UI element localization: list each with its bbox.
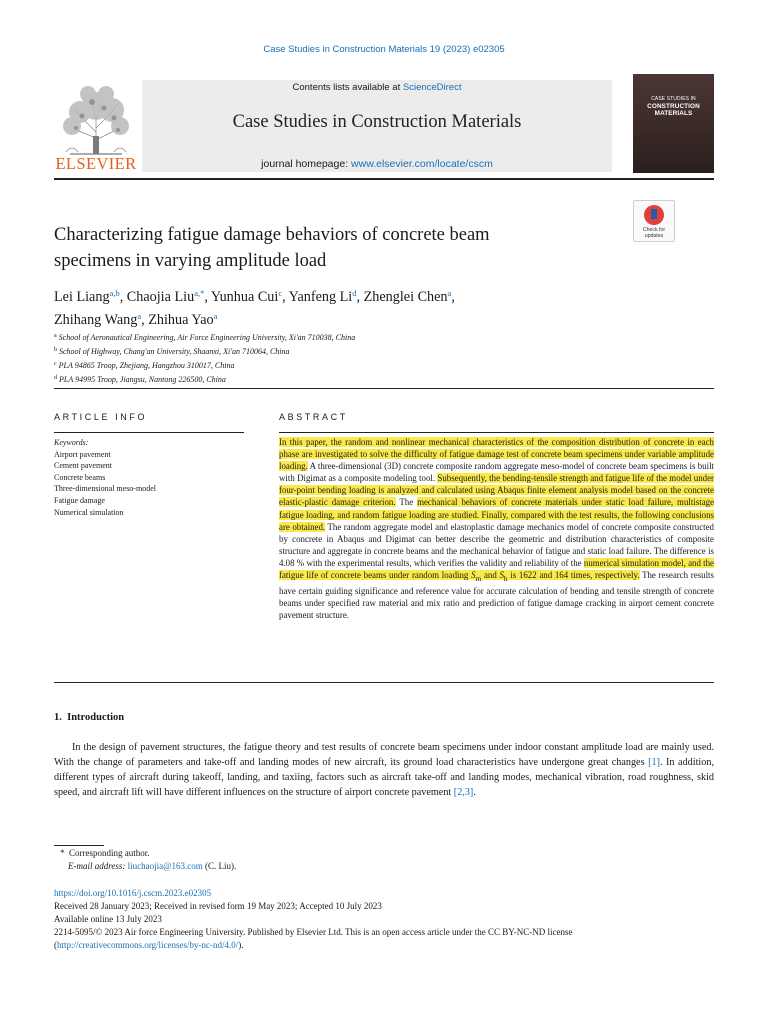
check-updates-icon [644,205,664,225]
sciencedirect-link[interactable]: ScienceDirect [402,82,462,93]
section-heading: 1. Introduction [54,712,125,723]
affiliation-list [54,330,654,386]
author-name[interactable]: Chaojia Liu [126,289,195,305]
author-name[interactable]: Zhihua Yao [148,312,214,328]
contents-prefix: Contents lists available at [292,82,403,93]
highlight[interactable]: mechanical behaviors of concrete materials under static load failure, multistage fatigue loading, and random fatigue loading are studied. Finally, compared with the test results, the following conclusions are obtained. [279,497,715,532]
keyword-item: Cement pavement [54,461,112,471]
affiliation-marker[interactable]: a [447,288,452,298]
journal-cover-thumbnail[interactable] [633,74,714,173]
journal-homepage [142,158,612,170]
contents-availability [142,82,612,93]
abstract-divider [54,682,714,683]
license-statement: 2214-5095/© 2023 Air force Engineering University. Published by Elsevier Ltd. This is an open access article under the CC BY-NC-ND license [54,927,573,937]
affiliation-item: $^c$ PLA 94865 Troop, Zhejiang, Hangzhou 310017, China [54,361,235,370]
header-divider [54,178,714,180]
author-list: Lei Liang$^{a,b}$, Chaojia Liu$^{a,*}$, Yunhua Cui$^c$, Yanfeng Li$^d$, Zhenglei Chen$^a$, Zhihang Wang$^a$, Zhihua Yao$^a$ [54,288,455,328]
publication-footer [54,887,714,952]
author-name[interactable]: Yanfeng Li [288,289,353,305]
check-updates-label: Check for updates [642,227,666,239]
footnotes [54,847,236,873]
check-for-updates-button[interactable] [633,200,675,242]
keyword-item: Fatigue damage [54,495,105,505]
affiliation-item: $^a$ School of Aeronautical Engineering, Air Force Engineering University, Xi'an 710038, China [54,333,356,342]
affiliation-divider [54,388,714,389]
email-note: E-mail address: liuchaojia@163.com (C. Liu). [68,861,237,871]
keywords-block [54,437,244,518]
keyword-item: Concrete beams [54,472,106,482]
article-title: Characterizing fatigue damage behaviors of concrete beam specimens in varying amplitude load [54,225,490,271]
author-name[interactable]: Lei Liang [54,289,110,305]
affiliation-marker[interactable]: c [278,288,283,298]
journal-homepage-link[interactable]: www.elsevier.com/locate/cscm [351,158,493,170]
abstract-body: In this paper, the random and nonlinear mechanical characteristics of the composition distribution of concrete in each phase are investigated to solve the difficulty of fatigue damage test of concrete beam specimens under variable amplitude loading. A three-dimensional (3D) concrete composite random aggregate meso-model of concrete beam specimens is built with Digimat as a composite modeling tool. Subsequently, the bending-tensile strength and fatigue life of the model under four-point bending loading is analyzed and calculated using Abaqus finite element analysis model based on the concrete elastic-plastic damage criterion. The mechanical behaviors of concrete materials under static load failure, multistage fatigue loading, and random fatigue loading are studied. Finally, compared with the test results, the following conclusions are obtained. The random aggregate model and elastoplastic damage mechanics model of concrete composite constructed by concrete in Abaqus and Digimat can better describe the geometric and distribution characteristics of composite structure and aggregate in concrete beams and the mechanical behavior of fatigue and static load failure. The difference is 4.08 % with the experimental results, which verifies the validity and reliability of the numerical simulation model, and the fatigue life of concrete beams under random loading $S_m$ and $S_h$ is 1622 and 164 times, respectively. The research results have certain guiding significance and reference value for accurate calculation of bending and tensile strength of concrete beams under specified raw material and mix ratio and prediction of fatigue damage cracking in airport cement concrete pavement structure. [279,437,715,621]
received-dates: Received 28 January 2023; Received in revised form 19 May 2023; Accepted 10 July 2023 [54,901,382,911]
keyword-item: Numerical simulation [54,507,124,517]
highlight[interactable]: Subsequently, the bending-tensile strength and fatigue life of the model under four-point bending loading is analyzed and calculated using Abaqus finite element analysis model based on the concrete elastic-plastic damage criterion. [279,473,714,508]
license-url-line: (http://creativecommons.org/licenses/by-nc-nd/4.0/). [54,940,244,950]
keywords-label: Keywords: [54,438,89,447]
article-info-heading: ARTICLE INFO [54,412,148,422]
affiliation-item: $^d$ PLA 94995 Troop, Jiangsu, Nantong 226500, China [54,375,226,384]
journal-cover-title: CASE STUDIES IN CONSTRUCTION MATERIALS [647,96,700,117]
keyword-item: Three-dimensional meso-model [54,484,156,494]
elsevier-wordmark: ELSEVIER [55,154,137,173]
abstract-heading: ABSTRACT [279,412,348,422]
homepage-prefix: journal homepage: [261,158,352,170]
author-name[interactable]: Zhihang Wang [54,312,138,328]
journal-title[interactable]: Case Studies in Construction Materials [232,112,522,132]
author-name[interactable]: Zhenglei Chen [363,289,448,305]
affiliation-marker[interactable]: d [352,288,357,298]
journal-reference-link[interactable]: Case Studies in Construction Materials 19 (2023) e02305 [263,44,505,55]
license-link[interactable]: http://creativecommons.org/licenses/by-nc-nd/4.0/ [57,940,239,950]
introduction-paragraph: In the design of pavement structures, the fatigue theory and test results of concrete beam specimens under indoor constant amplitude load are mainly used. With the change of parameters and take-off and landing modes of new aircraft, its ground load characteristics have undergone great changes [1]. In addition, different types of aircraft during takeoff, landing, and taxiing, factors such as aircraft take-off and landing modes, mechanical vibration, road roughness, skid speed, and aircraft lift will have different influences on the structure of airport concrete pavement [2,3]. [54,742,714,798]
article-info-rule [54,432,244,433]
highlight[interactable]: In this paper, the random and nonlinear mechanical characteristics of the composition distribution of concrete in each phase are investigated to solve the difficulty of fatigue damage test of concrete beam specimens under variable amplitude loading. [279,437,714,472]
affiliation-marker[interactable]: a,b [109,288,120,298]
corresponding-author-note: * Corresponding author. [60,848,150,858]
affiliation-marker[interactable]: a,* [194,288,205,298]
available-online-date: Available online 13 July 2023 [54,914,162,924]
keyword-item: Airport pavement [54,449,111,459]
affiliation-marker[interactable]: a [213,311,218,321]
footnote-rule [54,845,104,846]
affiliation-marker[interactable]: a [137,311,142,321]
highlight[interactable]: numerical simulation model, and the fatigue life of concrete beams under random loading $S_m$ and $S_h$ is 1622 and 164 times, respectively. [279,557,714,583]
author-name[interactable]: Yunhua Cui [210,289,279,305]
affiliation-item: $^b$ School of Highway, Chang'an University, Shaanxi, Xi'an 710064, China [54,347,290,356]
citation-link[interactable]: [2,3] [453,787,474,798]
email-link[interactable]: liuchaojia@163.com [127,861,203,871]
citation-link[interactable]: [1] [648,757,660,768]
abstract-rule [279,432,714,433]
doi-link[interactable]: https://doi.org/10.1016/j.cscm.2023.e02305 [54,888,212,898]
